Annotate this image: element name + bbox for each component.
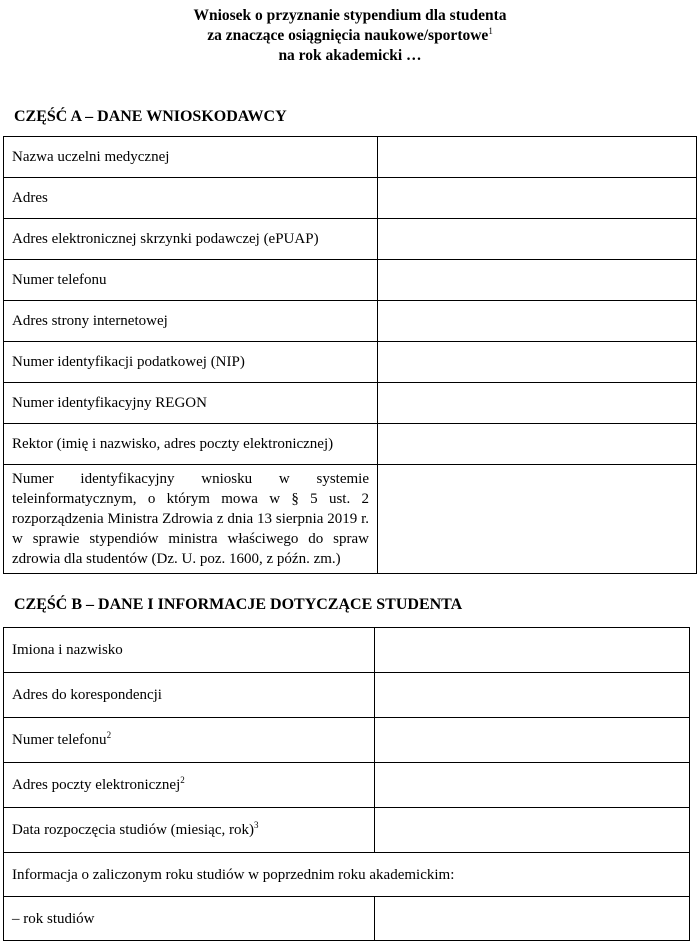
row-label: Data rozpoczęcia studiów (miesiąc, rok)$^3$ — [4, 808, 375, 853]
footnote-marker-1: 1 — [488, 26, 493, 36]
section-a-heading: CZĘŚĆ A – DANE WNIOSKODAWCY — [14, 108, 287, 125]
value-field[interactable] — [378, 219, 697, 260]
footnote-marker-2: 2 — [106, 730, 112, 740]
table-row — [4, 718, 690, 763]
table-row — [4, 853, 690, 897]
value-field[interactable] — [375, 628, 690, 673]
value-field[interactable] — [375, 763, 690, 808]
footnote-marker-3: 3 — [253, 820, 259, 830]
table-row — [4, 219, 697, 260]
table-row — [4, 178, 697, 219]
value-field[interactable] — [375, 673, 690, 718]
value-field[interactable] — [378, 178, 697, 219]
table-row — [4, 465, 697, 574]
value-field[interactable] — [378, 301, 697, 342]
row-label: – rok studiów — [4, 897, 375, 941]
value-field[interactable] — [378, 383, 697, 424]
value-field[interactable] — [378, 342, 697, 383]
row-label: Adres elektronicznej skrzynki podawczej (ePUAP) — [4, 219, 378, 260]
table-row — [4, 763, 690, 808]
value-field[interactable] — [375, 808, 690, 853]
row-label: Nazwa uczelni medycznej — [4, 137, 378, 178]
title-line-2: za znaczące osiągnięcia naukowe/sportowe$^1$ — [207, 26, 493, 44]
row-label: Adres — [4, 178, 378, 219]
section-b-table — [3, 627, 690, 941]
row-label: Imiona i nazwisko — [4, 628, 375, 673]
footnote-marker-2: 2 — [180, 775, 185, 785]
table-row — [4, 301, 697, 342]
table-row — [4, 897, 690, 941]
row-label: Adres poczty elektronicznej$^2$ — [4, 763, 375, 808]
value-field[interactable] — [378, 465, 697, 574]
row-label: Numer telefonu — [4, 260, 378, 301]
value-field[interactable] — [375, 897, 690, 941]
value-field[interactable] — [375, 718, 690, 763]
info-row-label: Informacja o zaliczonym roku studiów w poprzednim roku akademickim: — [4, 853, 690, 897]
value-field[interactable] — [378, 137, 697, 178]
document-title — [0, 6, 700, 66]
title-line-1: Wniosek o przyznanie stypendium dla studenta — [193, 7, 507, 24]
table-row — [4, 137, 697, 178]
table-row — [4, 424, 697, 465]
row-label: Numer telefonu$^2$ — [4, 718, 375, 763]
row-label: Adres do korespondencji — [4, 673, 375, 718]
row-label: Numer identyfikacyjny wniosku w systemie teleinformatycznym, o którym mowa w § 5 ust. 2 rozporządzenia Ministra Zdrowia z dnia 13 sierpnia 2019 r. w sprawie stypendiów ministra właściwego do spraw zdrowia dla studentów (Dz. U. poz. 1600, z późn. zm.) — [4, 465, 378, 574]
table-row — [4, 383, 697, 424]
row-label: Adres strony internetowej — [4, 301, 378, 342]
table-row — [4, 260, 697, 301]
table-row — [4, 808, 690, 853]
row-label: Numer identyfikacji podatkowej (NIP) — [4, 342, 378, 383]
title-line-3: na rok akademicki … — [278, 47, 422, 64]
value-field[interactable] — [378, 424, 697, 465]
table-row — [4, 673, 690, 718]
value-field[interactable] — [378, 260, 697, 301]
section-a-table — [3, 136, 697, 574]
row-label: Rektor (imię i nazwisko, adres poczty elektronicznej) — [4, 424, 378, 465]
table-row — [4, 342, 697, 383]
section-b-heading: CZĘŚĆ B – DANE I INFORMACJE DOTYCZĄCE STUDENTA — [14, 596, 463, 613]
row-label: Numer identyfikacyjny REGON — [4, 383, 378, 424]
table-row — [4, 628, 690, 673]
